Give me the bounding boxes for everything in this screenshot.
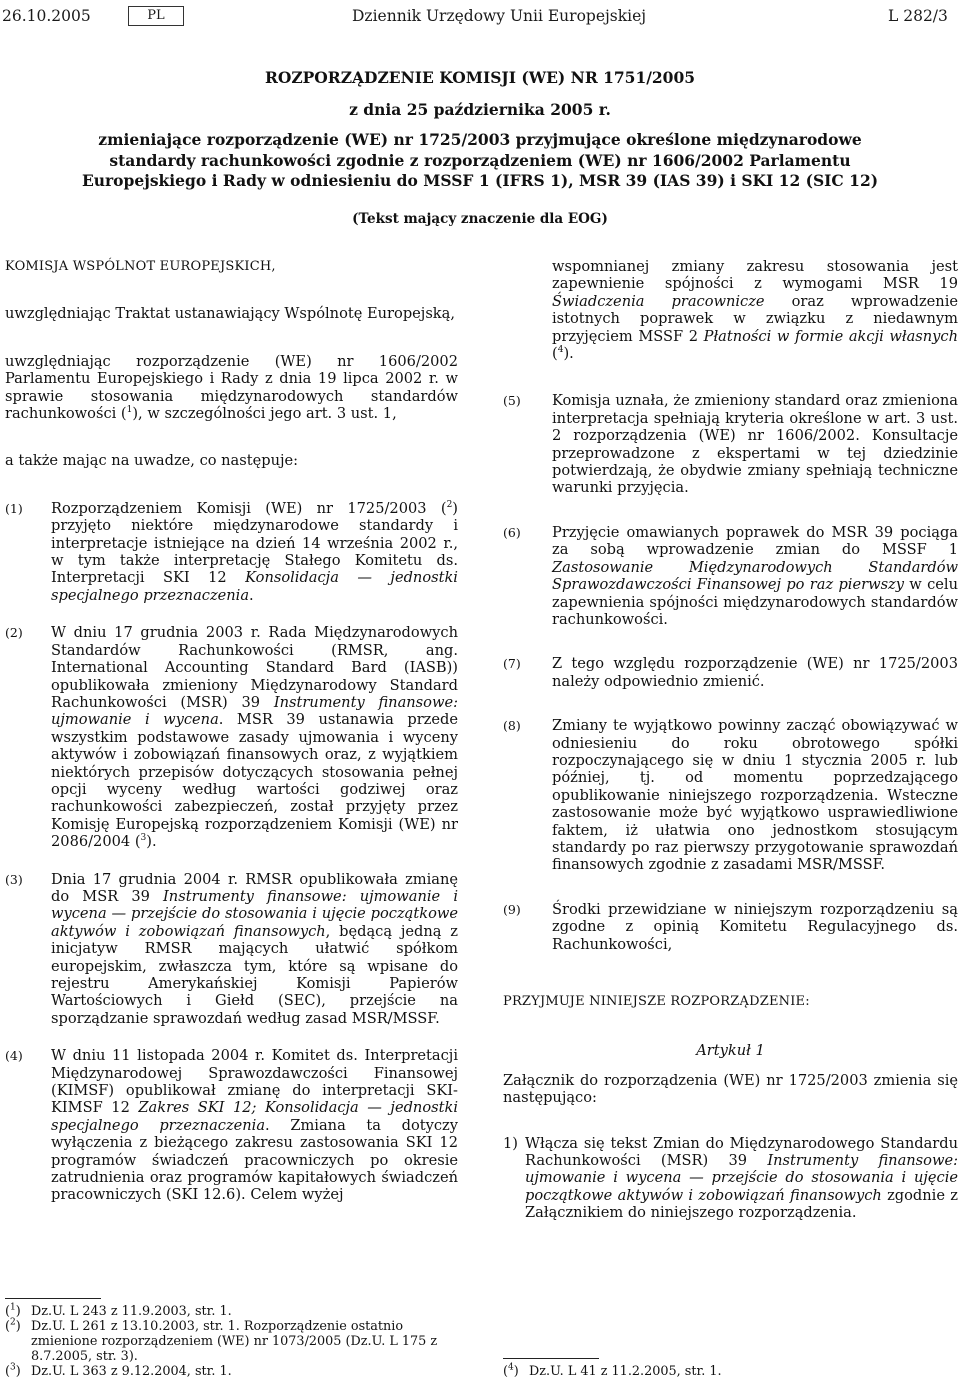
recital-5: (5) Komisja uznała, że zmieniony standard oraz zmieniona interpretacja spełniają kryteria określone w art. 3 ust. 2 rozporządzenia (WE) nr 1606/2002. Konsultacje przeprowadzone z ekspertami w tej dziedzinie potwierdzają, że obydwie zmiany spełniają techniczne warunki przyjęcia. xyxy=(503,392,958,497)
having-regard-regulation: uwzględniając rozporządzenie (WE) nr 1606/2002 Parlamentu Europejskiego i Rady z dnia 19 lipca 2002 r. w sprawie stosowania międzynarodowych standardów rachunkowości ($^1$), w szczególności jego art. 3 ust. 1, xyxy=(5,352,458,423)
footnotes-right xyxy=(503,1364,958,1379)
recital-4: (4) W dniu 11 listopada 2004 r. Komitet ds. Interpretacji Międzynarodowej Sprawozdawczości Finansowej (KIMSF) opublikował zmianę do interpretacji SKI-KIMSF 12 Zakres SKI 12; Konsolidacja — jednostki specjalnego przeznaczenia. Zmiana ta dotyczy wyłączenia z bieżącego zakresu zastosowania SKI 12 programów świadczeń pracowniczych po okresie zatrudnienia oraz programów kapitałowych świadczeń pracowniczych (SKI 12.6). Celem wyżej xyxy=(5,1047,458,1204)
recital-1: (1) Rozporządzeniem Komisji (WE) nr 1725/2003 ($^2$) przyjęto niektóre międzynarodowe standardy i interpretacje istniejące na dzień 14 września 2002 r., w tym także interpretację Stałego Komitetu ds. Interpretacji SKI 12 Konsolidacja — jednostki specjalnego przeznaczenia. xyxy=(5,499,458,604)
item-number: 1) xyxy=(503,1134,518,1152)
footnote-1: ($^1$) Dz.U. L 243 z 11.9.2003, str. 1. xyxy=(5,1302,232,1319)
recital-4-continued: wspomnianej zmiany zakresu stosowania jest zapewnienie spójności z wymogami MSR 19 Świadczenia pracownicze oraz wprowadzenie istotnych poprawek w związku z niedawnym przyjęciem MSSF 2 Płatności w formie akcji własnych ($^4$). xyxy=(552,258,958,363)
journal-title: Dziennik Urzędowy Unii Europejskiej xyxy=(352,7,647,25)
whereas-intro: a także mając na uwadze, co następuje: xyxy=(5,452,299,470)
language-badge: PL xyxy=(128,6,184,26)
recital-number: (9) xyxy=(503,901,521,917)
eea-relevance: (Tekst mający znaczenie dla EOG) xyxy=(352,210,608,227)
right-column xyxy=(503,258,958,1222)
footnote-separator xyxy=(5,1298,101,1299)
recital-number: (8) xyxy=(503,718,521,734)
having-regard-treaty: uwzględniając Traktat ustanawiający Wspólnotę Europejską, xyxy=(5,305,455,323)
regulation-title-block xyxy=(0,68,960,228)
recital-6: (6) Przyjęcie omawianych poprawek do MSR 39 pociąga za sobą wprowadzenie zmian do MSSF 1 Zastosowanie Międzynarodowych Standardów Sprawozdawczości Finansowej po raz pierwszy w celu zapewnienia spójności międzynarodowych standardów rachunkowości. xyxy=(503,523,958,628)
institution: KOMISJA WSPÓLNOT EUROPEJSKICH, xyxy=(5,259,276,274)
recital-7: (7) Z tego względu rozporządzenie (WE) nr 1725/2003 należy odpowiednio zmienić. xyxy=(503,655,958,690)
footnotes-left xyxy=(5,1304,458,1379)
footnote-separator-right xyxy=(503,1358,599,1359)
header-date: 26.10.2005 xyxy=(2,7,91,25)
footnote-2: ($^2$) Dz.U. L 261 z 13.10.2003, str. 1. Rozporządzenie ostatnio zmienione rozporządzeniem (WE) nr 1073/2005 (Dz.U. L 175 z 8.7.2005, str. 3). xyxy=(5,1317,438,1364)
recital-number: (1) xyxy=(5,500,23,516)
left-column xyxy=(5,258,458,1204)
recital-number: (6) xyxy=(503,524,521,540)
page-reference: L 282/3 xyxy=(888,7,948,25)
article-heading: Artykuł 1 xyxy=(696,1042,765,1060)
recital-number: (2) xyxy=(5,625,23,641)
annex-amendment: Załącznik do rozporządzenia (WE) nr 1725/2003 zmienia się następująco: xyxy=(503,1071,958,1107)
footnote-3: ($^3$) Dz.U. L 363 z 9.12.2004, str. 1. xyxy=(5,1362,232,1379)
recital-3: (3) Dnia 17 grudnia 2004 r. RMSR opublikowała zmianę do MSR 39 Instrumenty finansowe: ujmowanie i wycena — przejście do stosowania i ujęcie początkowe aktywów i zobowiązań finansowych, będącą jedną z inicjatyw RMSR mających ułatwić spółkom europejskim, zwłaszcza tym, które są wpisane do rejestru Amerykańskiej Komisji Papierów Wartościowych i Giełd (SEC), przejście na sporządzanie sprawozdań według zasad MSR/MSSF. xyxy=(5,870,459,1027)
regulation-date: z dnia 25 października 2005 r. xyxy=(349,100,611,119)
recital-number: (5) xyxy=(503,393,521,409)
recital-9: (9) Środki przewidziane w niniejszym rozporządzeniu są zgodne z opinią Komitetu Regulacyjnego ds. Rachunkowości, xyxy=(503,900,958,953)
recital-number: (4) xyxy=(5,1048,23,1064)
amendment-item-1: 1) Włącza się tekst Zmian do Międzynarodowego Standardu Rachunkowości (MSR) 39 Instrumenty finansowe: ujmowanie i wycena — przejście do stosowania i ujęcie początkowe aktywów i zobowiązań finansowych zgodnie z Załącznikiem do niniejszego rozporządzenia. xyxy=(503,1134,959,1222)
footnote-4: ($^4$) Dz.U. L 41 z 11.2.2005, str. 1. xyxy=(503,1362,722,1379)
recital-2: (2) W dniu 17 grudnia 2003 r. Rada Międzynarodowych Standardów Rachunkowości (RMSR, ang. International Accounting Standard Bard (IASB)) opublikowała zmieniony Międzynarodowy Standard Rachunkowości (MSR) 39 Instrumenty finansowe: ujmowanie i wycena. MSR 39 ustanawia przede wszystkim podstawowe zasady ujmowania i wyceny aktywów i zobowiązań finansowych oraz, z wyjątkiem niektórych przepisów dotyczących stosowania pełnej opcji wyceny według wartości godziwej oraz rachunkowości zabezpieczeń, został przyjęty przez Komisję Europejską rozporządzeniem Komisji (WE) nr 2086/2004 ($^3$). xyxy=(5,624,459,851)
recital-number: (3) xyxy=(5,871,23,887)
enacting-formula: PRZYJMUJE NINIEJSZE ROZPORZĄDZENIE: xyxy=(503,994,810,1009)
recital-number: (7) xyxy=(503,656,521,672)
recital-8: (8) Zmiany te wyjątkowo powinny zacząć obowiązywać w odniesieniu do roku obrotowego spółki rozpoczynającego się w dniu 1 stycznia 2005 r. lub później, tj. od momentu poprzedzającego opublikowanie niniejszego rozporządzenia. Wsteczne zastosowanie może być wyjątkowo usprawiedliwione faktem, iż ułatwia ono jednostkom stosującym standardy po raz pierwszy przygotowanie sprawozdań finansowych zgodnie z zasadami MSR/MSSF. xyxy=(503,717,958,874)
regulation-subject: zmieniające rozporządzenie (WE) nr 1725/2003 przyjmujące określone międzynarodowe standardy rachunkowości zgodnie z rozporządzeniem (WE) nr 1606/2002 Parlamentu Europejskiego i Rady w odniesieniu do MSSF 1 (IFRS 1), MSR 39 (IAS 39) i SKI 12 (SIC 12) xyxy=(81,130,879,190)
regulation-title: ROZPORZĄDZENIE KOMISJI (WE) NR 1751/2005 xyxy=(264,68,696,87)
page-header xyxy=(0,6,960,30)
